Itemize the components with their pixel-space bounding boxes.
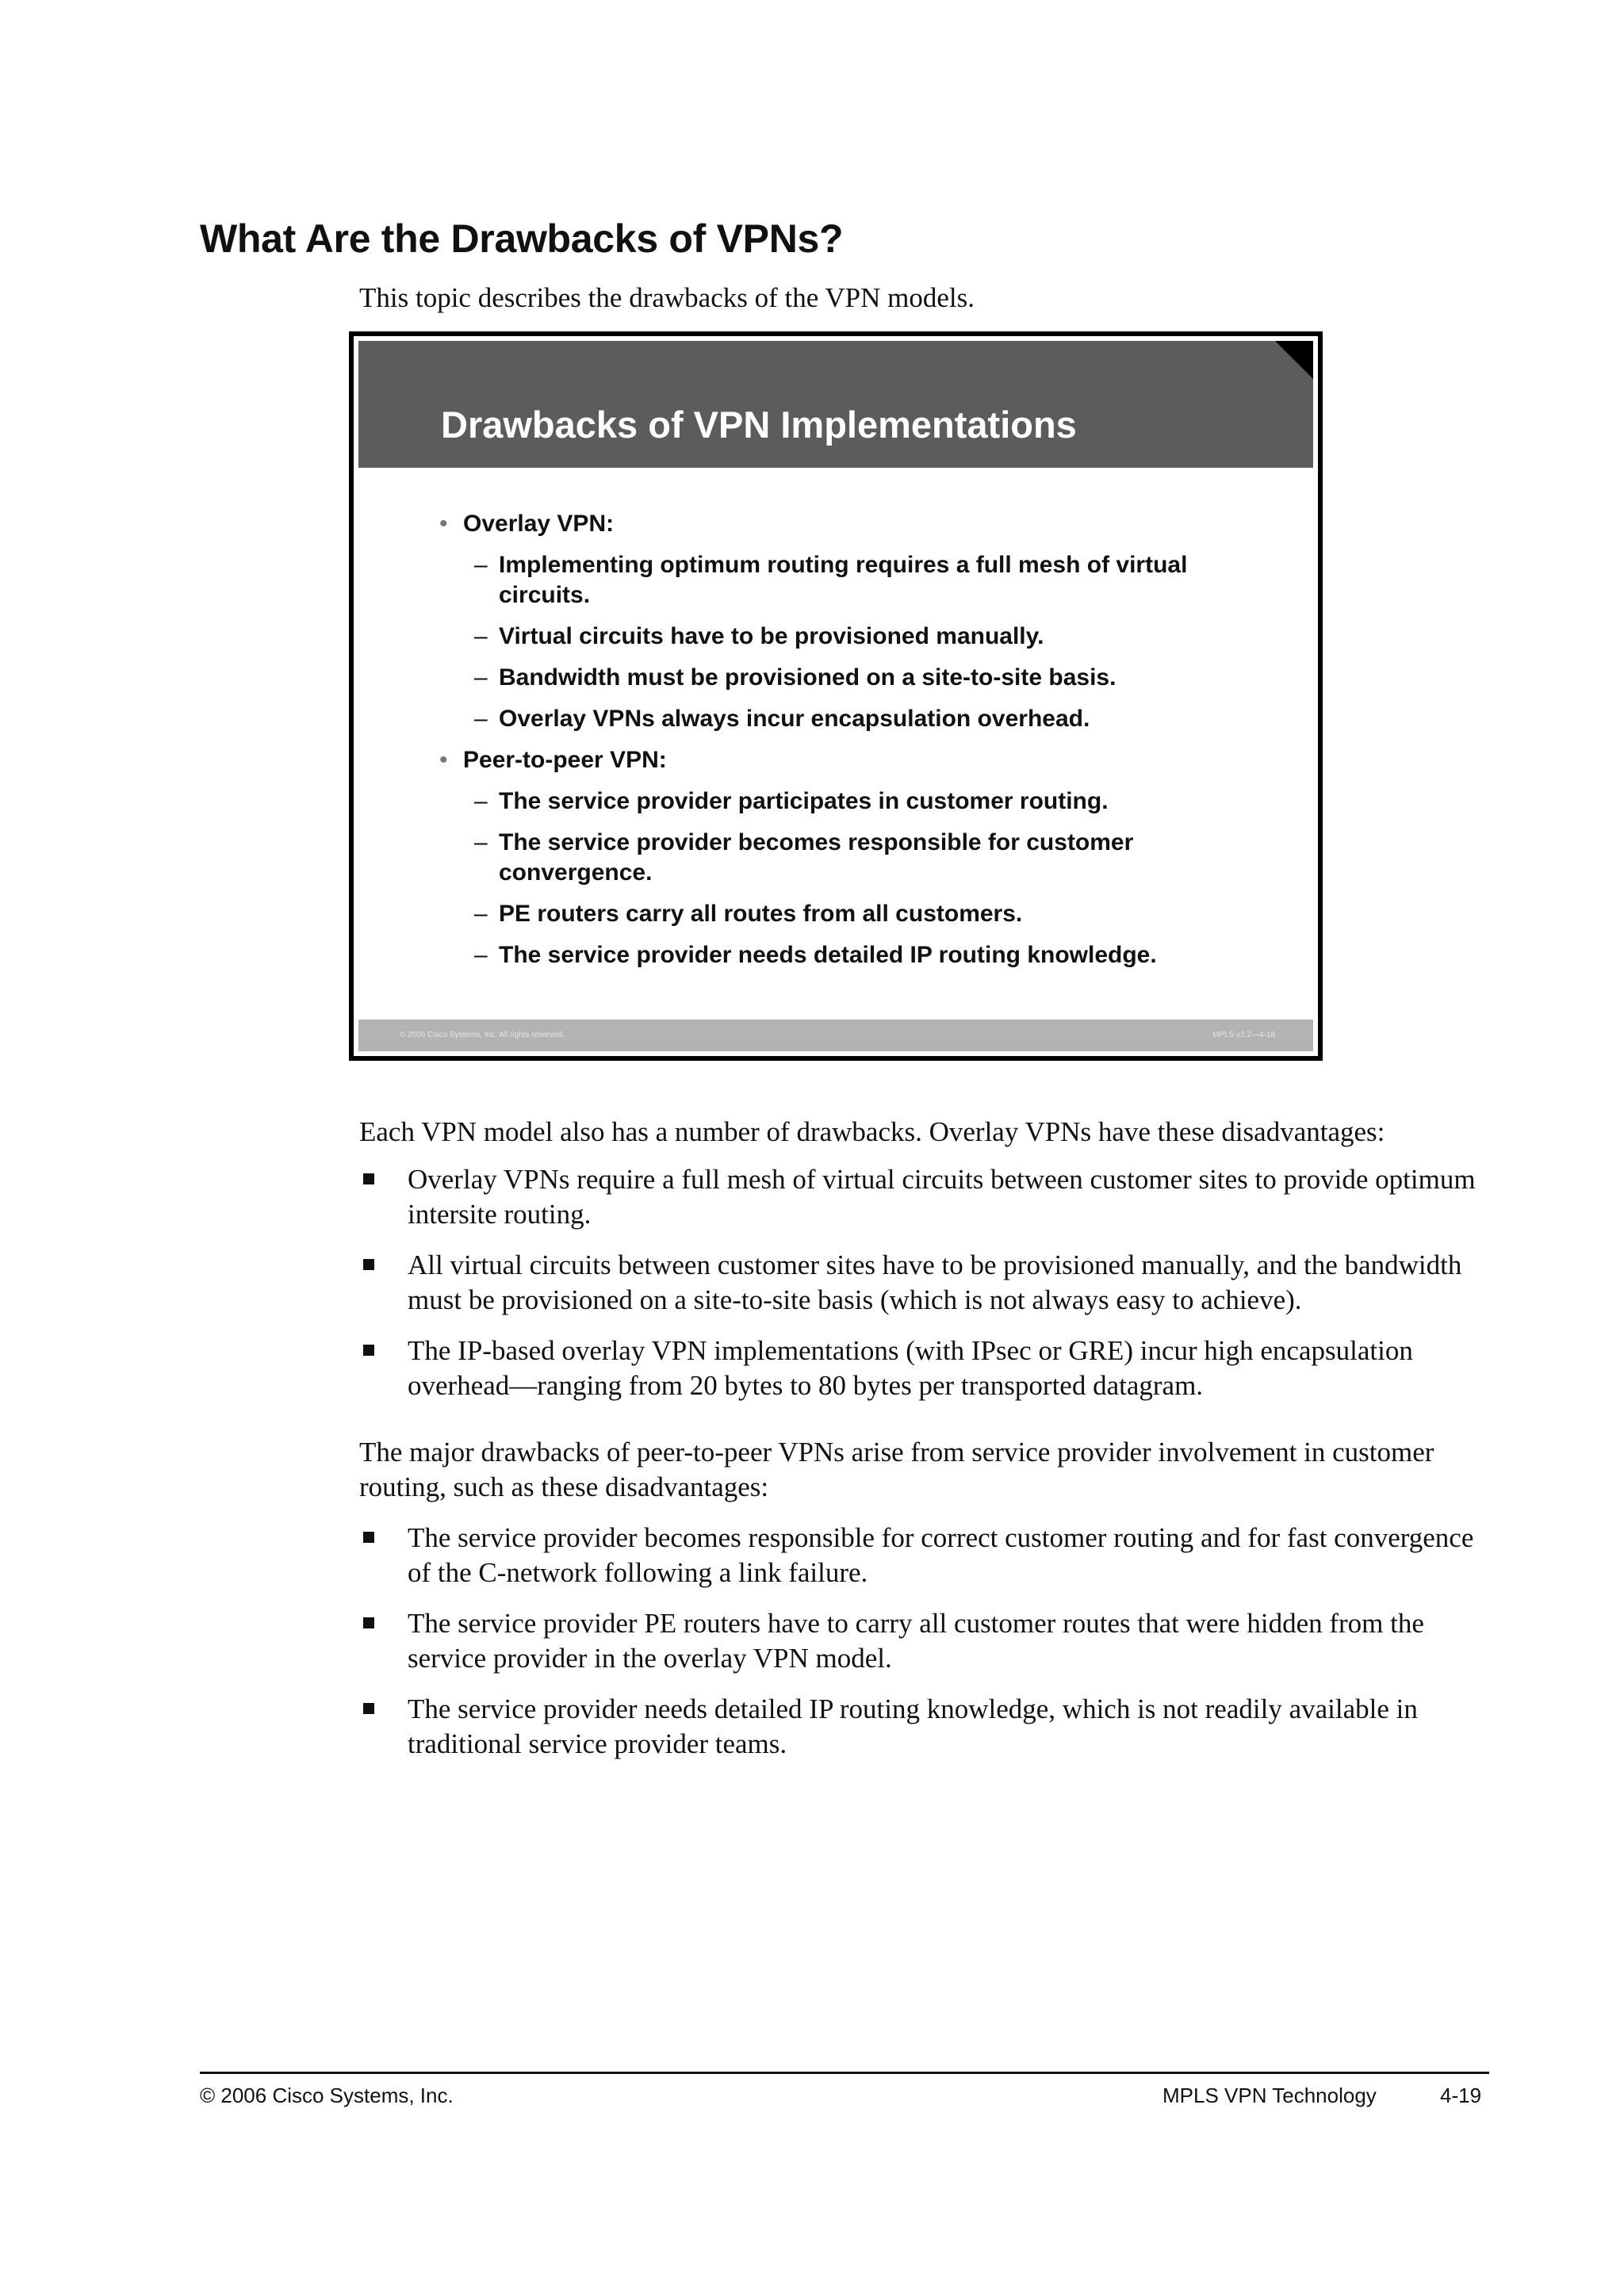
square-bullet-icon [363, 1345, 374, 1356]
slide-subitem-text: The service provider needs detailed IP routing knowledge. [499, 942, 1157, 968]
page-heading: What Are the Drawbacks of VPNs? [200, 216, 844, 261]
bullet-dot: • [439, 511, 448, 537]
slide-subitem: – Overlay VPNs always incur encapsulation overhead. [474, 706, 1090, 732]
intro-text: This topic describes the drawbacks of the VPN models. [359, 282, 975, 313]
slide-subitem-text: Overlay VPNs always incur encapsulation overhead. [499, 706, 1090, 732]
slide-subitem: – The service provider participates in customer routing. [474, 788, 1109, 814]
footer-book-title: MPLS VPN Technology [1162, 2084, 1377, 2107]
slide-title-banner [358, 341, 1313, 468]
slide-subitem-text: Virtual circuits have to be provisioned manually. [499, 623, 1044, 649]
slide-title: Drawbacks of VPN Implementations [441, 404, 1077, 446]
overlay-drawbacks-list [359, 1162, 1485, 1419]
p2p-intro-paragraph: The major drawbacks of peer-to-peer VPNs arise from service provider involvement in customer routing, such as these disadvantages: [359, 1437, 1434, 1502]
list-item: The service provider needs detailed IP routing knowledge, which is not readily available in traditional service provider teams. [359, 1692, 1485, 1762]
footer-page-number: 4-19 [1440, 2084, 1482, 2107]
slide-subitem: – The service provider becomes responsible for customer convergence. [474, 829, 1134, 886]
slide-figure [349, 331, 1323, 1061]
slide-section-peer-to-peer [439, 745, 1280, 775]
slide-subitem: – The service provider needs detailed IP routing knowledge. [474, 942, 1157, 968]
slide-subitem-text: Implementing optimum routing requires a full mesh of virtual circuits. [499, 552, 1188, 608]
slide-footer-copyright: © 2006 Cisco Systems, Inc. All rights reserved. [400, 1031, 565, 1039]
square-bullet-icon [363, 1259, 374, 1270]
list-item: All virtual circuits between customer sites have to be provisioned manually, and the bandwidth must be provisioned on a site-to-site basis (which is not always easy to achieve). [359, 1248, 1485, 1318]
list-item: The service provider becomes responsible for correct customer routing and for fast convergence of the C-network following a link failure. [359, 1521, 1485, 1590]
slide-subitem-text: The service provider becomes responsible for customer convergence. [499, 829, 1134, 886]
slide-subitem-text: The service provider participates in customer routing. [499, 788, 1109, 814]
slide-footer-bar [358, 1020, 1313, 1051]
p2p-drawbacks-list [359, 1521, 1485, 1777]
slide-section-label: Peer-to-peer VPN: [463, 747, 667, 773]
square-bullet-icon [363, 1617, 374, 1628]
slide-section-overlay [439, 509, 1280, 539]
square-bullet-icon [363, 1532, 374, 1543]
footer-divider [200, 2072, 1489, 2074]
square-bullet-icon [363, 1173, 374, 1184]
overlay-intro-paragraph: Each VPN model also has a number of drawbacks. Overlay VPNs have these disadvantages: [359, 1116, 1385, 1147]
slide-subitem-text: PE routers carry all routes from all customers. [499, 901, 1023, 927]
slide-bullet-list [439, 509, 1280, 970]
list-item: The IP-based overlay VPN implementations (with IPsec or GRE) incur high encapsulation overhead—ranging from 20 bytes to 80 bytes per transported datagram. [359, 1334, 1485, 1403]
slide-subitem: – PE routers carry all routes from all customers. [474, 901, 1023, 927]
slide-corner-decoration [1275, 341, 1313, 379]
slide-subitem: – Bandwidth must be provisioned on a site-to-site basis. [474, 664, 1116, 691]
list-item: Overlay VPNs require a full mesh of virtual circuits between customer sites to provide optimum intersite routing. [359, 1162, 1485, 1232]
slide-footer-code: MPLS v2.2—4-18 [1212, 1031, 1275, 1039]
square-bullet-icon [363, 1703, 374, 1714]
slide-section-label: Overlay VPN: [463, 511, 615, 537]
list-item: The service provider PE routers have to carry all customer routes that were hidden from the service provider in the overlay VPN model. [359, 1606, 1485, 1676]
bullet-dot: • [439, 747, 448, 773]
slide-subitem-text: Bandwidth must be provisioned on a site-to-site basis. [499, 664, 1116, 691]
slide-subitem: – Implementing optimum routing requires a full mesh of virtual circuits. [474, 552, 1188, 608]
slide-subitem: – Virtual circuits have to be provisioned manually. [474, 623, 1044, 649]
footer-copyright: © 2006 Cisco Systems, Inc. [200, 2084, 454, 2107]
